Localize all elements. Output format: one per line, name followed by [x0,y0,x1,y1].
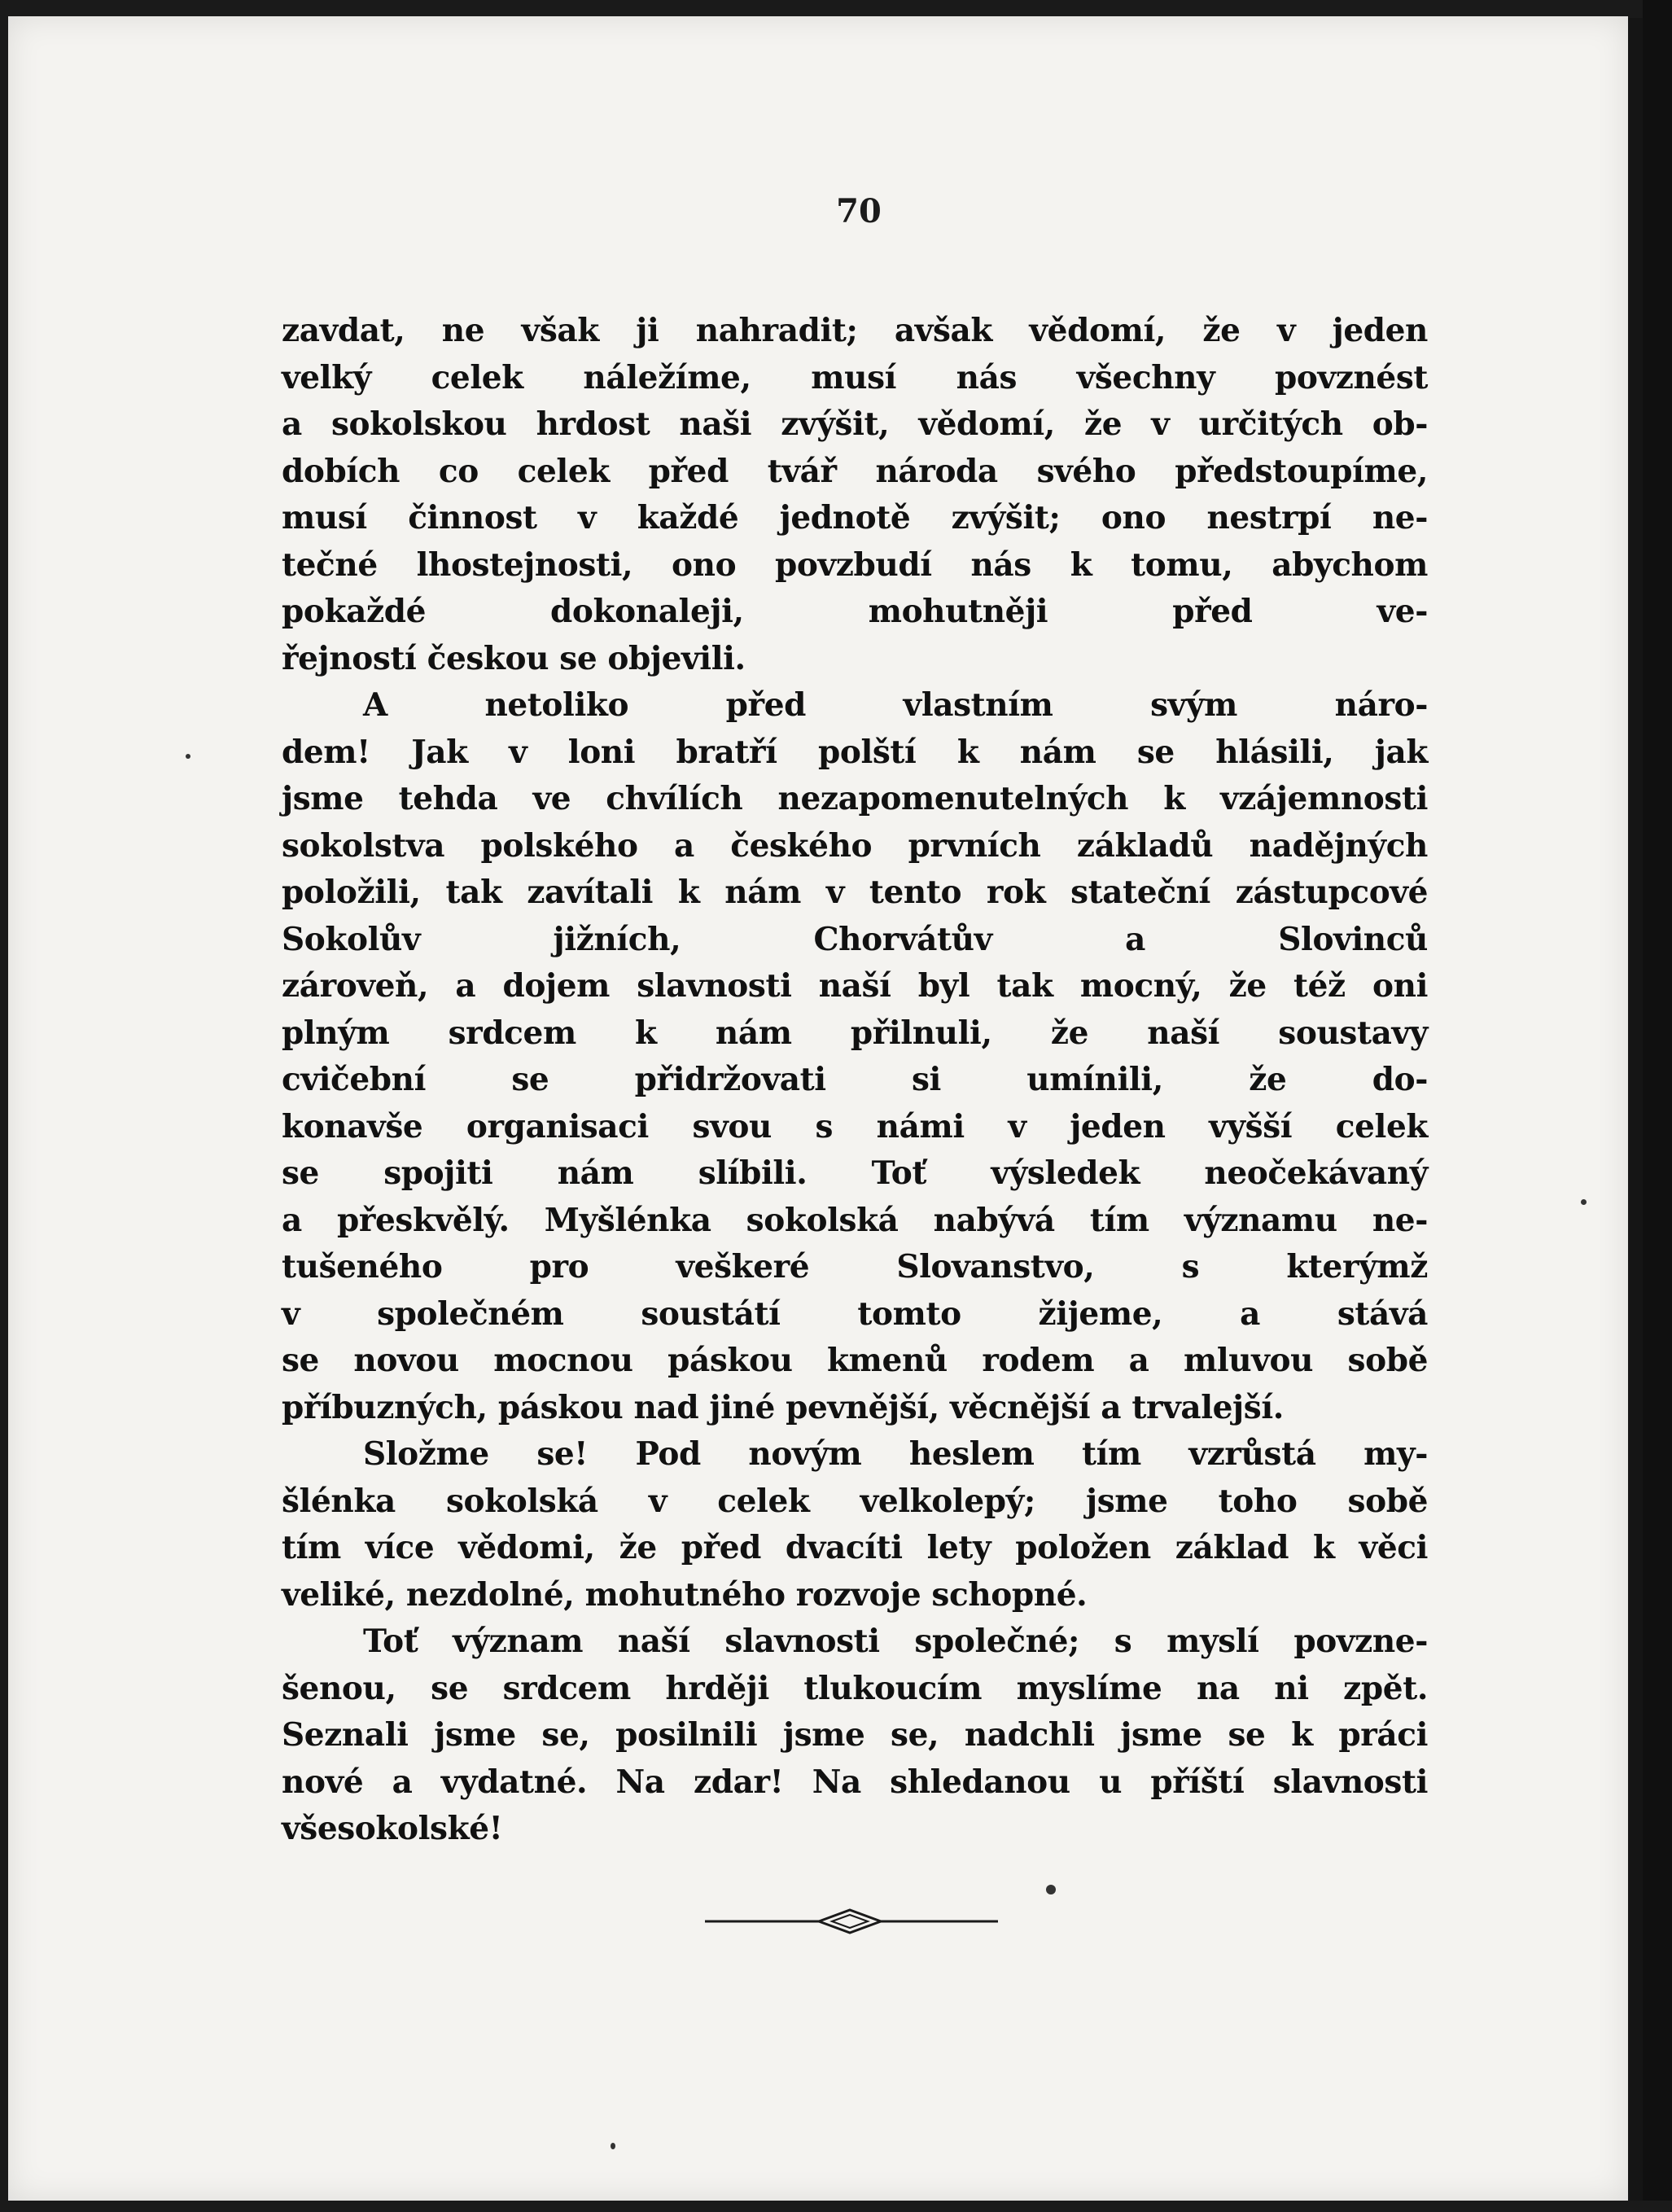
text-line: dem! Jak v loni bratří polští k nám se hlásili, jak [282,733,1428,771]
text-line: tím více vědomi, že před dvacíti lety položen základ k věci [282,1529,1428,1566]
text-line: a sokolskou hrdost naši zvýšit, vědomí, že v určitých ob- [282,405,1428,443]
text-line: tušeného pro veškeré Slovanstvo, s kterýmž [282,1248,1428,1286]
text-line: pokaždé dokonaleji, mohutněji před ve- [282,593,1428,630]
scan-frame-right [1643,0,1672,2212]
text-line: tečné lhostejnosti, ono povzbudí nás k tomu, abychom [282,545,1428,584]
text-line: šenou, se srdcem hrději tlukoucím myslíme na ni zpět. [282,1669,1428,1707]
text-line: velký celek náležíme, musí nás všechny povznést [282,358,1428,396]
text-line: konavše organisaci svou s námi v jeden vyšší celek [282,1107,1428,1145]
text-line: plným srdcem k nám přilnuli, že naší soustavy [282,1014,1428,1052]
scan-speck [611,2143,615,2149]
text-line: se spojiti nám slíbili. Toť výsledek neočekávaný [282,1154,1428,1192]
text-line: se novou mocnou páskou kmenů rodem a mluvou sobě [282,1342,1428,1379]
scan-speck [186,754,190,759]
text-line: zavdat, ne však ji nahradit; avšak vědomí, že v jeden [282,312,1428,349]
text-line: jsme tehda ve chvílích nezapomenutelných k vzájemnosti [282,780,1428,817]
text-line: nové a vydatné. Na zdar! Na shledanou u příští slavnosti [282,1763,1428,1801]
page-body-text [282,308,1428,1853]
text-line: v společném soustátí tomto žijeme, a stává [282,1294,1428,1333]
text-line: šlénka sokolská v celek velkolepý; jsme toho sobě [282,1482,1428,1520]
scan-frame-bottom [0,2201,1672,2212]
scan-frame-left [0,0,8,2212]
text-line: položili, tak zavítali k nám v tento rok stateční zástupcové [282,874,1428,911]
text-line: Složme se! Pod novým heslem tím vzrůstá my- [363,1435,1428,1473]
text-line: Sokolův jižních, Chorvátův a Slovinců [282,920,1428,958]
text-line: veliké, nezdolné, mohutného rozvoje schopné. [282,1575,1088,1614]
text-line: příbuzných, páskou nad jiné pevnější, věcnější a trvalejší. [282,1388,1284,1426]
text-line: sokolstva polského a českého prvních základů nadějných [282,826,1428,865]
text-line: a přeskvělý. Myšlénka sokolská nabývá tím významu ne- [282,1201,1428,1239]
scan-speck [1581,1199,1587,1205]
text-line: A netoliko před vlastním svým náro- [363,686,1428,724]
section-end-ornament [705,1905,998,1938]
page-number: 70 [836,192,882,230]
scan-speck [1046,1885,1056,1894]
text-line: řejností českou se objevili. [282,639,746,677]
text-line: cvičební se přidržovati si umínili, že do- [282,1061,1428,1098]
text-line: zároveň, a dojem slavnosti naší byl tak mocný, že též oni [282,967,1428,1005]
text-line: musí činnost v každé jednotě zvýšit; ono nestrpí ne- [282,499,1428,537]
text-line: dobích co celek před tvář národa svého předstoupíme, [282,452,1428,490]
text-line: Toť význam naší slavnosti společné; s myslí povzne- [363,1623,1428,1660]
text-line: všesokolské! [282,1810,503,1847]
text-line: Seznali jsme se, posilnili jsme se, nadchli jsme se k práci [282,1716,1428,1754]
scan-frame-top [0,0,1672,18]
